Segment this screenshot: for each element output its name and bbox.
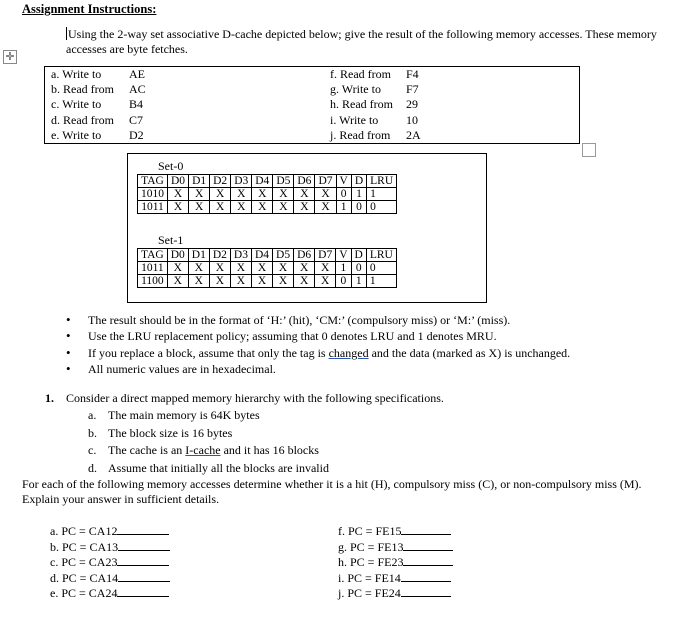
cell-data: X — [315, 188, 336, 201]
cell-data: X — [294, 201, 315, 214]
cell-data: X — [294, 188, 315, 201]
set-1-title: Set-1 — [158, 233, 184, 247]
pc-item — [50, 553, 170, 569]
cell-data: X — [189, 201, 210, 214]
access-address: F7 — [406, 82, 419, 97]
list-item — [88, 460, 329, 478]
pc-label: h. PC = FE23 — [338, 555, 404, 569]
access-label: h. Read from — [330, 97, 393, 112]
col-header: D6 — [294, 175, 315, 188]
cell-data: X — [315, 275, 336, 288]
pc-label: b. PC = CA13 — [50, 539, 119, 554]
col-header: LRU — [366, 249, 396, 262]
pc-label: f. PC = FE15 — [338, 524, 402, 538]
cell-tag: 1011 — [138, 262, 168, 275]
cell-data: X — [251, 275, 272, 288]
col-header: D5 — [273, 175, 294, 188]
col-header: D4 — [251, 249, 272, 262]
cell-data: X — [209, 275, 230, 288]
list-item — [88, 407, 329, 425]
cell-tag: 1100 — [138, 275, 168, 288]
pc-item — [338, 569, 453, 585]
access-label: b. Read from — [51, 82, 114, 97]
cell-tag: 1011 — [138, 201, 168, 214]
cache-header-row — [138, 249, 397, 262]
pc-label: i. PC = FE14 — [338, 570, 401, 585]
col-header: D7 — [315, 175, 336, 188]
col-header: D5 — [273, 249, 294, 262]
access-address: F4 — [406, 67, 419, 81]
cell-data: X — [273, 188, 294, 201]
access-column-right — [330, 67, 421, 143]
cell-lru: 1 — [367, 188, 397, 201]
access-column-left — [51, 67, 146, 143]
list-item: • All numeric values are in hexadecimal. — [60, 361, 570, 377]
table-move-handle-icon[interactable]: ✛ — [3, 50, 17, 64]
access-label: i. Write to — [330, 112, 379, 127]
set-0-table — [137, 174, 397, 214]
assignment-heading: Assignment Instructions: — [22, 2, 157, 16]
col-header: D2 — [209, 249, 230, 262]
access-label: d. Read from — [51, 112, 114, 127]
cell-lru: 0 — [366, 262, 396, 275]
cell-data: X — [251, 262, 272, 275]
pc-label: d. PC = CA14 — [50, 570, 119, 585]
rule-text: and the data (marked as X) is unchanged. — [368, 345, 571, 360]
col-header: D4 — [252, 175, 273, 188]
intro-text: Using the 2-way set associative D-cache depicted below; give the result of the following memory accesses. These memory accesses are byte fetches. — [66, 27, 657, 56]
pc-item — [50, 522, 170, 538]
answer-blank[interactable] — [118, 569, 170, 582]
access-label: e. Write to — [51, 127, 102, 142]
cell-dirty: 0 — [351, 262, 366, 275]
answer-blank[interactable] — [403, 553, 453, 566]
cell-data: X — [230, 275, 251, 288]
table-resize-handle[interactable] — [582, 143, 596, 157]
col-header: D3 — [230, 249, 251, 262]
cell-dirty: 1 — [351, 188, 366, 201]
spec-text: The block size is 16 bytes — [108, 425, 233, 440]
cell-data: X — [231, 188, 252, 201]
pc-item — [50, 569, 170, 585]
spell-flagged-word[interactable]: I-cache — [185, 443, 221, 457]
answer-blank[interactable] — [401, 584, 451, 597]
cell-data: X — [167, 275, 188, 288]
access-label: a. Write to — [51, 67, 102, 81]
cell-lru: 0 — [367, 201, 397, 214]
cell-data: X — [273, 201, 294, 214]
answer-blank[interactable] — [117, 553, 169, 566]
pc-label: a. PC = CA12 — [50, 524, 118, 538]
cell-data: X — [209, 262, 230, 275]
list-item — [88, 442, 329, 460]
access-item — [51, 82, 146, 97]
question-text: Consider a direct mapped memory hierarchy with the following specifications. — [66, 391, 444, 405]
access-address: 29 — [406, 97, 418, 112]
cell-data: X — [167, 262, 188, 275]
set-0-title: Set-0 — [158, 159, 184, 173]
cell-valid: 1 — [336, 201, 351, 214]
col-header: D7 — [315, 249, 336, 262]
pc-column-right — [338, 522, 453, 600]
spec-label: b. — [88, 425, 97, 440]
spec-label: c. — [88, 443, 97, 457]
spell-flagged-word[interactable]: changed — [328, 345, 369, 360]
cell-data: X — [294, 262, 315, 275]
cell-data: X — [273, 262, 294, 275]
col-header: TAG — [138, 175, 168, 188]
pc-label: c. PC = CA23 — [50, 555, 118, 569]
intro-paragraph — [66, 27, 671, 57]
cell-data: X — [210, 188, 231, 201]
access-address: D2 — [129, 127, 144, 142]
access-label: f. Read from — [330, 67, 391, 81]
cell-data: X — [315, 262, 336, 275]
cell-data: X — [168, 188, 189, 201]
pc-label: e. PC = CA24 — [50, 586, 118, 600]
rule-text: If you replace a block, assume that only the tag is — [88, 345, 329, 360]
answer-blank[interactable] — [403, 538, 453, 551]
col-header: D2 — [210, 175, 231, 188]
question-number: 1. — [45, 391, 54, 405]
col-header: D0 — [167, 249, 188, 262]
list-item: • Use the LRU replacement policy; assuming that 0 denotes LRU and 1 denotes MRU. — [60, 328, 570, 344]
pc-column-left — [50, 522, 170, 600]
pc-label: j. PC = FE24 — [338, 586, 401, 600]
spec-text: The main memory is 64K bytes — [108, 408, 260, 422]
cell-valid: 0 — [336, 275, 351, 288]
cell-lru: 1 — [366, 275, 396, 288]
question-instruction: For each of the following memory accesses determine whether it is a hit (H), compulsory miss (C), or non-compulsory miss (M). Explain your answer in sufficient details. — [22, 477, 642, 506]
cell-data: X — [188, 275, 209, 288]
pc-item — [50, 584, 170, 600]
cell-data: X — [273, 275, 294, 288]
pc-item — [338, 522, 453, 538]
cell-data: X — [315, 201, 336, 214]
access-item — [330, 97, 421, 112]
col-header: LRU — [367, 175, 397, 188]
col-header: TAG — [138, 249, 168, 262]
col-header: D — [351, 175, 366, 188]
spec-list — [88, 407, 329, 477]
cache-line-row — [138, 262, 397, 275]
cache-diagram — [127, 153, 487, 303]
cell-dirty: 0 — [351, 201, 366, 214]
cell-data: X — [230, 262, 251, 275]
access-address: C7 — [129, 112, 144, 127]
answer-blank[interactable] — [401, 522, 451, 535]
cache-line-row — [138, 188, 397, 201]
access-address: 10 — [406, 112, 418, 127]
spec-label: a. — [88, 408, 97, 422]
cell-data: X — [252, 201, 273, 214]
cell-data: X — [231, 201, 252, 214]
access-item — [51, 67, 146, 82]
answer-blank[interactable] — [401, 569, 451, 582]
access-address: 2A — [406, 127, 421, 142]
col-header: V — [336, 249, 351, 262]
cell-data: X — [188, 262, 209, 275]
cell-valid: 0 — [336, 188, 351, 201]
col-header: D — [351, 249, 366, 262]
col-header: D1 — [189, 175, 210, 188]
pc-item — [338, 538, 453, 554]
spec-label: d. — [88, 460, 97, 475]
access-item — [51, 97, 146, 112]
access-label: j. Read from — [330, 127, 391, 142]
access-item — [330, 67, 421, 82]
spec-text: The cache is an — [108, 443, 186, 457]
rules-list — [60, 312, 570, 378]
col-header: D6 — [294, 249, 315, 262]
access-address: AC — [129, 82, 146, 97]
cell-valid: 1 — [336, 262, 351, 275]
spec-text: Assume that initially all the blocks are invalid — [108, 460, 329, 475]
access-item — [330, 128, 421, 143]
answer-blank[interactable] — [117, 522, 169, 535]
access-item — [330, 113, 421, 128]
access-item — [330, 82, 421, 97]
spec-text: and it has 16 blocks — [220, 443, 319, 457]
list-item — [60, 345, 570, 361]
cell-data: X — [168, 201, 189, 214]
access-address: AE — [129, 67, 145, 81]
list-item: • The result should be in the format of ‘H:’ (hit), ‘CM:’ (compulsory miss) or ‘M:’ (miss). — [60, 312, 570, 328]
access-item — [51, 128, 146, 143]
access-label: c. Write to — [51, 97, 102, 112]
pc-label: g. PC = FE13 — [338, 539, 404, 554]
cell-data: X — [294, 275, 315, 288]
cell-data: X — [252, 188, 273, 201]
cell-data: X — [189, 188, 210, 201]
cell-tag: 1010 — [138, 188, 168, 201]
access-label: g. Write to — [330, 82, 381, 97]
cache-line-row — [138, 275, 397, 288]
col-header: D3 — [231, 175, 252, 188]
cache-line-row — [138, 201, 397, 214]
list-item — [88, 425, 329, 443]
pc-item — [338, 553, 453, 569]
answer-blank[interactable] — [117, 584, 169, 597]
col-header: D1 — [188, 249, 209, 262]
cache-header-row — [138, 175, 397, 188]
cell-data: X — [210, 201, 231, 214]
pc-item — [50, 538, 170, 554]
access-item — [51, 113, 146, 128]
set-1-table — [137, 248, 397, 288]
memory-access-table — [44, 66, 580, 144]
pc-item — [338, 584, 453, 600]
text-cursor — [66, 27, 67, 40]
cell-dirty: 1 — [351, 275, 366, 288]
col-header: D0 — [168, 175, 189, 188]
access-address: B4 — [129, 97, 144, 112]
col-header: V — [336, 175, 351, 188]
answer-blank[interactable] — [118, 538, 170, 551]
